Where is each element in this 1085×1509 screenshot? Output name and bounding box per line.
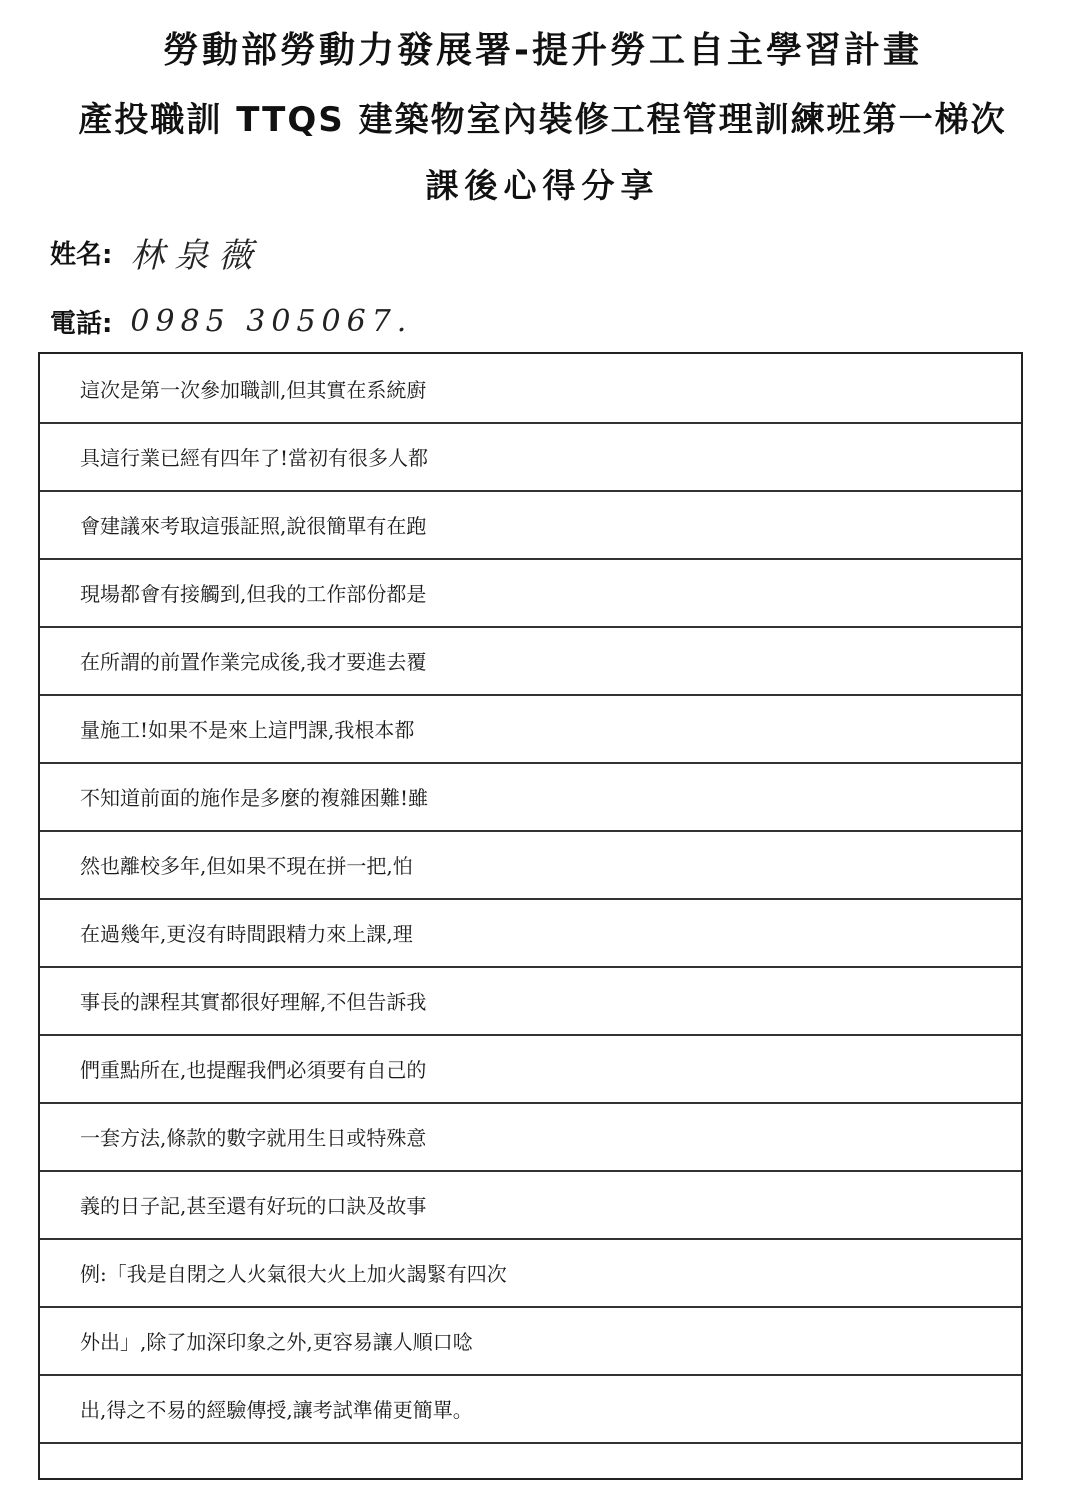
ruled-line	[40, 694, 1021, 696]
phone-label: 電話:	[50, 309, 113, 339]
ruled-line	[40, 626, 1021, 628]
ruled-line	[40, 558, 1021, 560]
essay-line: 具這行業已經有四年了!當初有很多人都	[80, 446, 429, 470]
essay-line: 量施工!如果不是來上這門課,我根本都	[80, 718, 415, 742]
essay-line: 這次是第一次參加職訓,但其實在系統廚	[80, 378, 427, 402]
ruled-line	[40, 1374, 1021, 1376]
essay-box	[38, 352, 1023, 1480]
essay-line: 現場都會有接觸到,但我的工作部份都是	[80, 582, 427, 606]
essay-line: 外出」,除了加深印象之外,更容易讓人順口唸	[80, 1330, 473, 1354]
essay-line: 事長的課程其實都很好理解,不但告訴我	[80, 990, 427, 1014]
course-title: 產投職訓 TTQS 建築物室內裝修工程管理訓練班第一梯次	[78, 100, 1007, 140]
essay-line: 會建議來考取這張証照,說很簡單有在跑	[80, 514, 427, 538]
ruled-line	[40, 898, 1021, 900]
ruled-line	[40, 1034, 1021, 1036]
essay-line: 不知道前面的施作是多麼的複雜困難!雖	[80, 786, 429, 810]
essay-line: 例:「我是自閉之人火氣很大火上加火謁緊有四次	[80, 1262, 507, 1286]
essay-line: 出,得之不易的經驗傳授,讓考試準備更簡單。	[80, 1398, 473, 1422]
section-title: 課後心得分享	[425, 166, 660, 205]
ruled-line	[40, 422, 1021, 424]
essay-line: 然也離校多年,但如果不現在拼一把,怕	[80, 854, 413, 878]
name-field	[50, 228, 262, 277]
essay-line: 在所謂的前置作業完成後,我才要進去覆	[80, 650, 427, 674]
phone-value: 0985 305067.	[130, 304, 413, 339]
program-title: 勞動部勞動力發展署-提升勞工自主學習計畫	[163, 30, 922, 71]
ruled-line	[40, 1170, 1021, 1172]
ruled-line	[40, 762, 1021, 764]
ruled-line	[40, 966, 1021, 968]
ruled-line	[40, 1442, 1021, 1444]
essay-line: 義的日子記,甚至還有好玩的口訣及故事	[80, 1194, 427, 1218]
essay-line: 們重點所在,也提醒我們必須要有自己的	[80, 1058, 427, 1082]
ruled-line	[40, 1238, 1021, 1240]
name-value: 林泉薇	[130, 236, 263, 276]
ruled-line	[40, 1306, 1021, 1308]
essay-line: 一套方法,條款的數字就用生日或特殊意	[80, 1126, 427, 1150]
essay-line: 在過幾年,更沒有時間跟精力來上課,理	[80, 922, 413, 946]
phone-field	[50, 303, 412, 340]
ruled-line	[40, 1102, 1021, 1104]
ruled-line	[40, 490, 1021, 492]
name-label: 姓名:	[50, 240, 113, 270]
ruled-line	[40, 830, 1021, 832]
